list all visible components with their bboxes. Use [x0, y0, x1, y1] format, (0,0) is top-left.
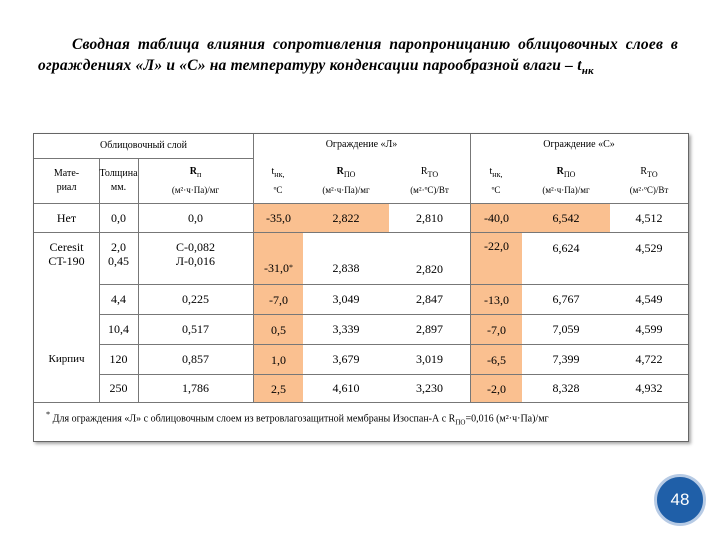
row-brick-material: Кирпич: [48, 353, 85, 365]
col-header-tnk-c: $t_{нк,}$ ºС: [489, 165, 503, 196]
slide-number-badge: 48: [654, 474, 706, 526]
row-none-rpo-l: 2,822: [303, 204, 389, 232]
slide-title: Сводная таблица влияния сопротивления паропроницанию облицовочных слоев в ограждениях «Л» и «С» на температуру конденсации парообразной влаги – $t_{нк}$: [38, 36, 678, 78]
header-cladding: Облицовочный слой: [100, 140, 187, 151]
col-header-thickness: Толщина мм.: [99, 167, 138, 193]
brick-row-tnk-c: -2,0: [471, 375, 522, 402]
row-none-rto-c: 4,512: [635, 210, 663, 225]
brick-row-rto-c: 4,722: [635, 352, 663, 366]
row-ceresit-tnk-c: -22,0: [471, 233, 522, 284]
brick-row-rto-l: 2,847: [416, 292, 443, 306]
row-none-tnk-c: -40,0: [471, 204, 522, 232]
brick-row-tnk-l: 1,0: [254, 345, 303, 374]
brick-row-rpo-c: 8,328: [552, 381, 580, 395]
row-ceresit-rpo-l: 2,838: [332, 260, 360, 275]
brick-row-rto-c: 4,599: [635, 322, 663, 336]
summary-table: [33, 133, 689, 442]
header-enclosure-c: Ограждение «С»: [543, 139, 615, 150]
row-ceresit-rto-c: 4,529: [635, 241, 663, 255]
brick-row-rpo-c: 7,059: [552, 322, 580, 336]
brick-row-rto-c: 4,932: [635, 381, 663, 395]
brick-row-tnk-c: -13,0: [471, 285, 522, 314]
table-footnote: * Для ограждения «Л» с облицовочным слоем из ветровлагозащитной мембраны Изоспан-А с $R_{ПО}=0,016$ (м²·ч·Па)/мг: [46, 410, 549, 427]
col-header-rp: $R_п$ (м²·ч·Па)/мг: [171, 165, 220, 196]
brick-row-rto-l: 3,230: [416, 381, 443, 395]
brick-row-tnk-l: 2,5: [254, 375, 303, 402]
row-none-rp: 0,0: [188, 210, 203, 225]
brick-row-rto-c: 4,549: [635, 292, 663, 306]
brick-row-thickness: 250: [109, 381, 128, 395]
brick-row-tnk-l: -7,0: [254, 285, 303, 314]
col-header-rpo-c: $R_{ПО}$ (м²·ч·Па)/мг: [542, 165, 590, 196]
brick-row-thickness: 10,4: [108, 322, 129, 336]
row-ceresit-rto-l: 2,820: [416, 261, 443, 276]
brick-row-rp: 0,857: [182, 352, 209, 366]
row-none-material: Нет: [56, 210, 77, 225]
row-none-thickness: 0,0: [111, 210, 126, 225]
col-header-rto-c: $R_{ТО}$ (м²·ºС)/Вт: [629, 165, 669, 196]
brick-row-rp: 0,225: [182, 292, 209, 306]
brick-row-tnk-l: 0,5: [254, 315, 303, 344]
row-ceresit-material: Ceresit CT-190: [48, 240, 85, 268]
brick-row-rp: 1,786: [182, 381, 209, 395]
row-none-tnk-l: -35,0: [254, 204, 303, 232]
col-header-material: Мате- риал: [53, 167, 80, 193]
row-none-rto-l: 2,810: [416, 210, 443, 225]
brick-row-rpo-c: 6,767: [552, 292, 580, 306]
col-header-rpo-l: $R_{ПО}$ (м²·ч·Па)/мг: [322, 165, 370, 196]
brick-row-rpo-l: 3,339: [332, 322, 360, 336]
row-ceresit-rpo-c: 6,624: [552, 241, 580, 255]
row-ceresit-tnk-l: -31,0 *: [254, 233, 303, 284]
brick-row-thickness: 120: [109, 352, 128, 366]
brick-row-rpo-c: 7,399: [552, 352, 580, 366]
brick-row-thickness: 4,4: [111, 292, 126, 306]
col-header-rto-l: $R_{ТО}$ (м²·ºС)/Вт: [410, 165, 449, 196]
row-ceresit-rp: С-0,082 Л-0,016: [175, 240, 216, 268]
col-header-tnk-l: $t_{нк,}$ ºС: [271, 165, 285, 196]
brick-row-rto-l: 3,019: [416, 352, 443, 366]
brick-row-tnk-c: -6,5: [471, 345, 522, 374]
brick-row-rp: 0,517: [182, 322, 209, 336]
brick-row-rpo-l: 3,679: [332, 352, 360, 366]
brick-row-rpo-l: 4,610: [332, 381, 360, 395]
row-none-rpo-c: 6,542: [522, 204, 610, 232]
brick-row-rto-l: 2,897: [416, 322, 443, 336]
header-enclosure-l: Ограждение «Л»: [325, 139, 398, 150]
brick-row-tnk-c: -7,0: [471, 315, 522, 344]
brick-row-rpo-l: 3,049: [332, 292, 360, 306]
row-ceresit-thickness: 2,0 0,45: [108, 240, 129, 268]
